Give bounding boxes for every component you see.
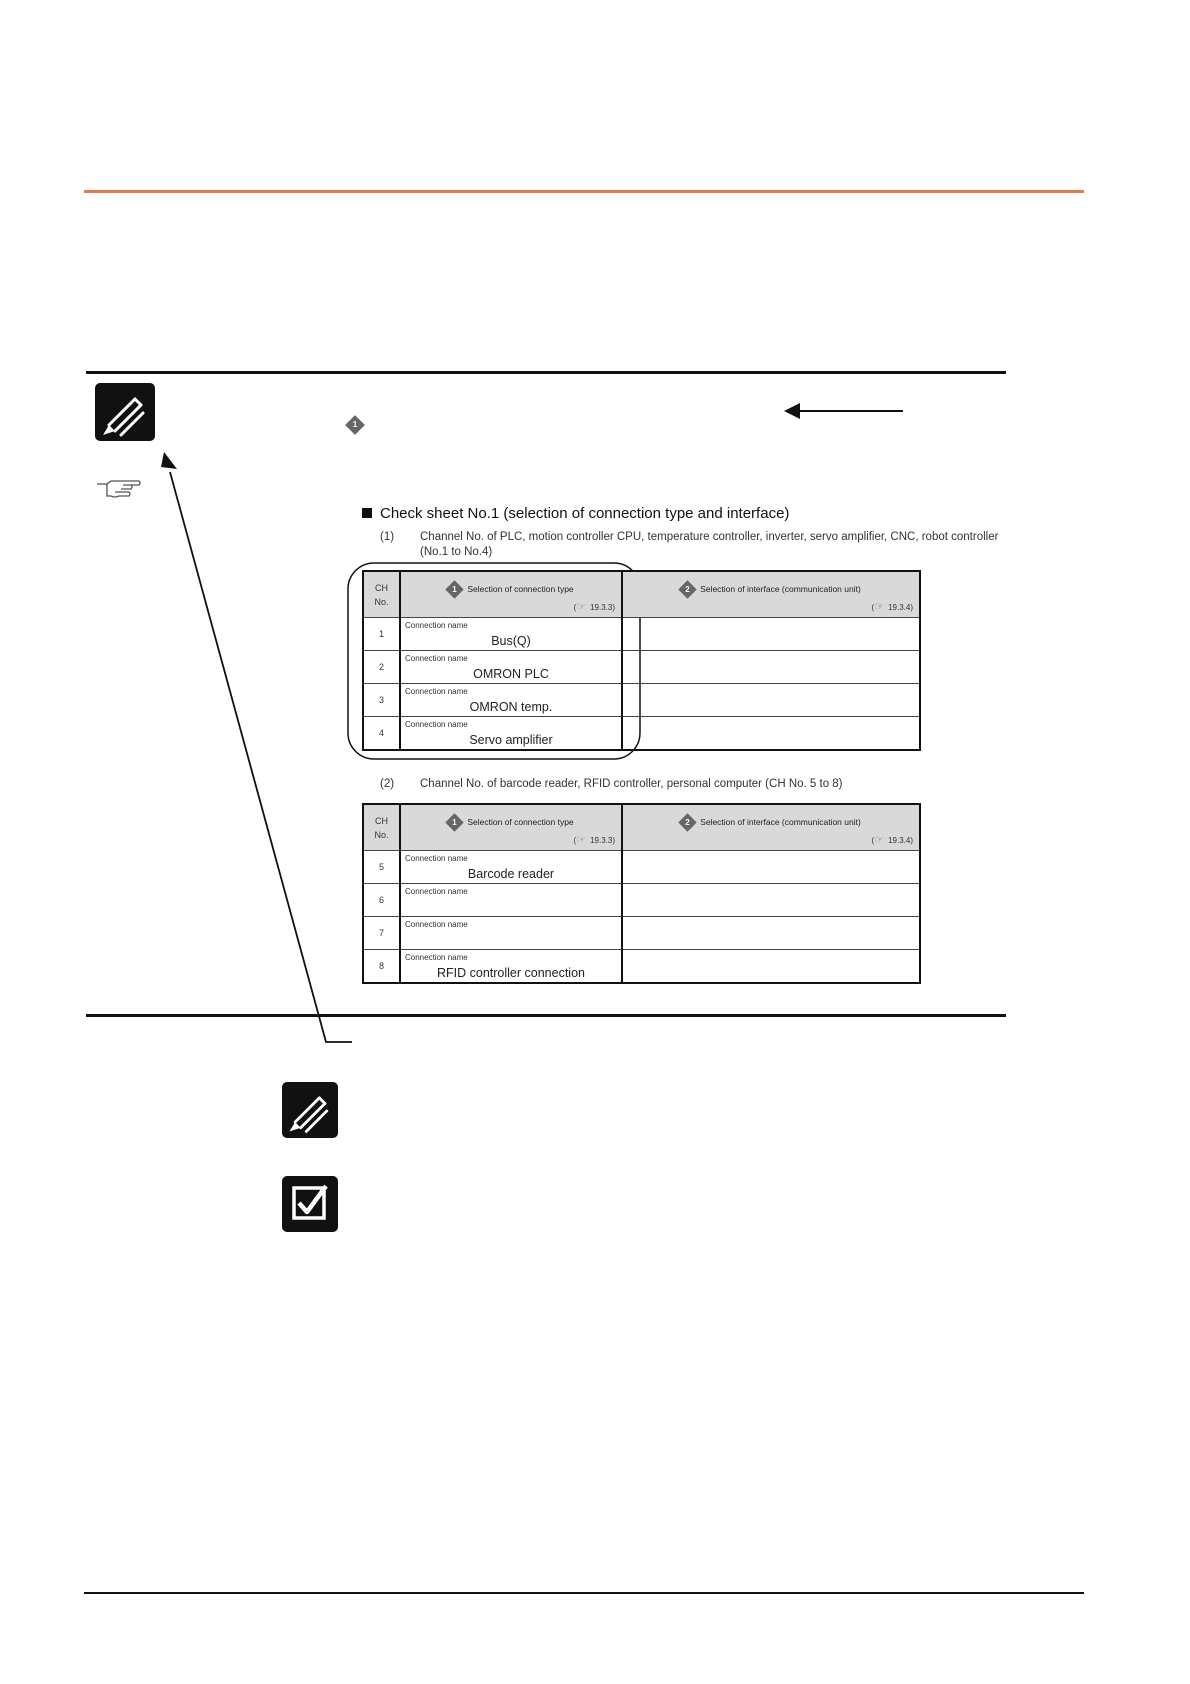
connection-name-cell: Connection name Bus(Q) (400, 618, 622, 651)
connection-type-header: 1 Selection of connection type (☞ 19.3.3) (400, 571, 622, 618)
pencil-icon (282, 1082, 338, 1138)
table-row: 7 Connection name (363, 917, 920, 950)
numbered-diamond-icon: 1 (446, 580, 464, 598)
interface-cell (622, 651, 920, 684)
table-row: 1 Connection name Bus(Q) (363, 618, 920, 651)
interface-cell (622, 917, 920, 950)
table-row: 5 Connection name Barcode reader (363, 851, 920, 884)
table-row: 2 Connection name OMRON PLC (363, 651, 920, 684)
section-1-description: (1) Channel No. of PLC, motion controller CPU, temperature controller, inverter, servo amplifier, CNC, robot controller (No.1 to No.4) (380, 531, 999, 558)
callout-leader-arrow (161, 452, 352, 1042)
interface-cell (622, 684, 920, 717)
connection-name-cell: Connection name (400, 917, 622, 950)
checkmark-icon (282, 1176, 338, 1232)
connection-name-cell: Connection name (400, 884, 622, 917)
section-2-description: (2) Channel No. of barcode reader, RFID controller, personal computer (CH No. 5 to 8) (380, 778, 843, 790)
check-sheet-title: Check sheet No.1 (selection of connection type and interface) (362, 505, 789, 522)
table-row: 8 Connection name RFID controller connection (363, 950, 920, 984)
interface-header: 2 Selection of interface (communication unit) (☞ 19.3.4) (622, 571, 920, 618)
numbered-diamond-icon: 1 (348, 416, 368, 434)
connection-table-1 (362, 570, 921, 751)
connection-name-cell: Connection name OMRON temp. (400, 684, 622, 717)
numbered-diamond-icon: 1 (446, 813, 464, 831)
interface-cell (622, 717, 920, 751)
connection-name-cell: Connection name OMRON PLC (400, 651, 622, 684)
interface-cell (622, 884, 920, 917)
reference-hand-icon: ☞ (576, 833, 587, 846)
left-pointing-arrow (784, 403, 903, 419)
connection-name-cell: Connection name RFID controller connection (400, 950, 622, 984)
ch-no-header: CH No. (363, 804, 400, 851)
reference-hand-icon: ☞ (874, 600, 885, 613)
connection-name-cell: Connection name Servo amplifier (400, 717, 622, 751)
interface-header: 2 Selection of interface (communication unit) (☞ 19.3.4) (622, 804, 920, 851)
ch-no-header: CH No. (363, 571, 400, 618)
connection-type-header: 1 Selection of connection type (☞ 19.3.3) (400, 804, 622, 851)
interface-cell (622, 950, 920, 984)
numbered-diamond-icon: 2 (678, 580, 696, 598)
connection-name-cell: Connection name Barcode reader (400, 851, 622, 884)
table-row: 3 Connection name OMRON temp. (363, 684, 920, 717)
table-row: 4 Connection name Servo amplifier (363, 717, 920, 751)
numbered-diamond-icon: 2 (678, 813, 696, 831)
table-row: 6 Connection name (363, 884, 920, 917)
reference-hand-icon: ☞ (874, 833, 885, 846)
interface-cell (622, 851, 920, 884)
connection-table-2 (362, 803, 921, 984)
interface-cell (622, 618, 920, 651)
reference-hand-icon: ☞ (576, 600, 587, 613)
